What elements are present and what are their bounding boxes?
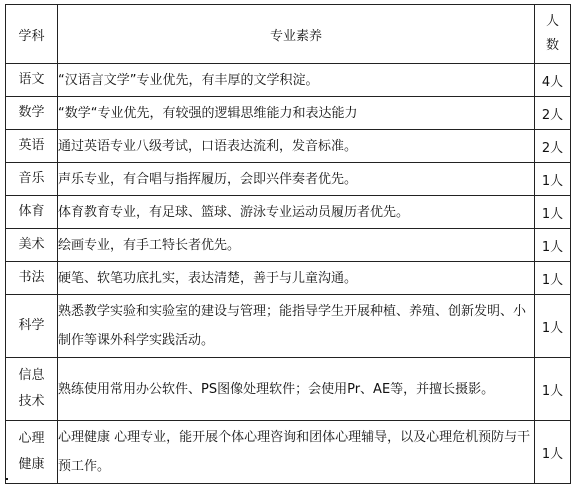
row-subject-text: 心理健康: [18, 431, 45, 472]
table-row: [6, 130, 571, 163]
table-row: [6, 421, 571, 484]
row-requirement: 硬笔、软笔功底扎实，表达清楚，善于与儿童沟通。: [58, 262, 535, 295]
row-subject: 数学: [6, 97, 58, 130]
header-subject: 学科: [6, 5, 58, 64]
table-row: [6, 358, 571, 421]
row-subject-text: 信息技术: [18, 368, 45, 409]
row-requirement: 熟悉教学实验和实验室的建设与管理；能指导学生开展种植、养殖、创新发明、小制作等课外科学实践活动。: [58, 295, 535, 358]
row-count: 2人: [535, 130, 571, 163]
header-count: [535, 5, 571, 64]
table-row: [6, 163, 571, 196]
table-row: [6, 97, 571, 130]
row-requirement: 体育教育专业，有足球、篮球、游泳专业运动员履历者优先。: [58, 196, 535, 229]
row-requirement: “数学“专业优先，有较强的逻辑思维能力和表达能力: [58, 97, 535, 130]
table-row: [6, 64, 571, 97]
table-row: [6, 262, 571, 295]
table-row: [6, 229, 571, 262]
row-subject: 书法: [6, 262, 58, 295]
row-requirement: 声乐专业，有合唱与指挥履历，会即兴伴奏者优先。: [58, 163, 535, 196]
table-row: [6, 295, 571, 358]
row-count: 1人: [535, 421, 571, 484]
row-count: 4人: [535, 64, 571, 97]
row-requirement: 绘画专业，有手工特长者优先。: [58, 229, 535, 262]
row-subject: 英语: [6, 130, 58, 163]
row-subject: [6, 358, 58, 421]
table-header-row: [6, 5, 571, 64]
header-requirement: 专业素养: [58, 5, 535, 64]
row-count: 1人: [535, 229, 571, 262]
row-requirement: 熟练使用常用办公软件、PS图像处理软件；会使用Pr、AE等，并擅长摄影。: [58, 358, 535, 421]
row-count: 2人: [535, 97, 571, 130]
row-count: 1人: [535, 262, 571, 295]
header-count-text: 人数: [545, 14, 559, 53]
stray-dot: [6, 478, 8, 480]
row-count: 1人: [535, 163, 571, 196]
row-subject: 美术: [6, 229, 58, 262]
row-requirement: 心理健康 心理专业，能开展个体心理咨询和团体心理辅导，以及心理危机预防与干预工作。: [58, 421, 535, 484]
row-requirement: 通过英语专业八级考试，口语表达流利，发音标准。: [58, 130, 535, 163]
recruitment-table: [5, 4, 571, 484]
row-subject: 科学: [6, 295, 58, 358]
row-subject: 语文: [6, 64, 58, 97]
row-count: 1人: [535, 358, 571, 421]
row-count: 1人: [535, 196, 571, 229]
row-count: 1人: [535, 295, 571, 358]
table-row: [6, 196, 571, 229]
row-subject: 音乐: [6, 163, 58, 196]
row-subject: 体育: [6, 196, 58, 229]
row-requirement: “汉语言文学”专业优先，有丰厚的文学积淀。: [58, 64, 535, 97]
row-subject: [6, 421, 58, 484]
